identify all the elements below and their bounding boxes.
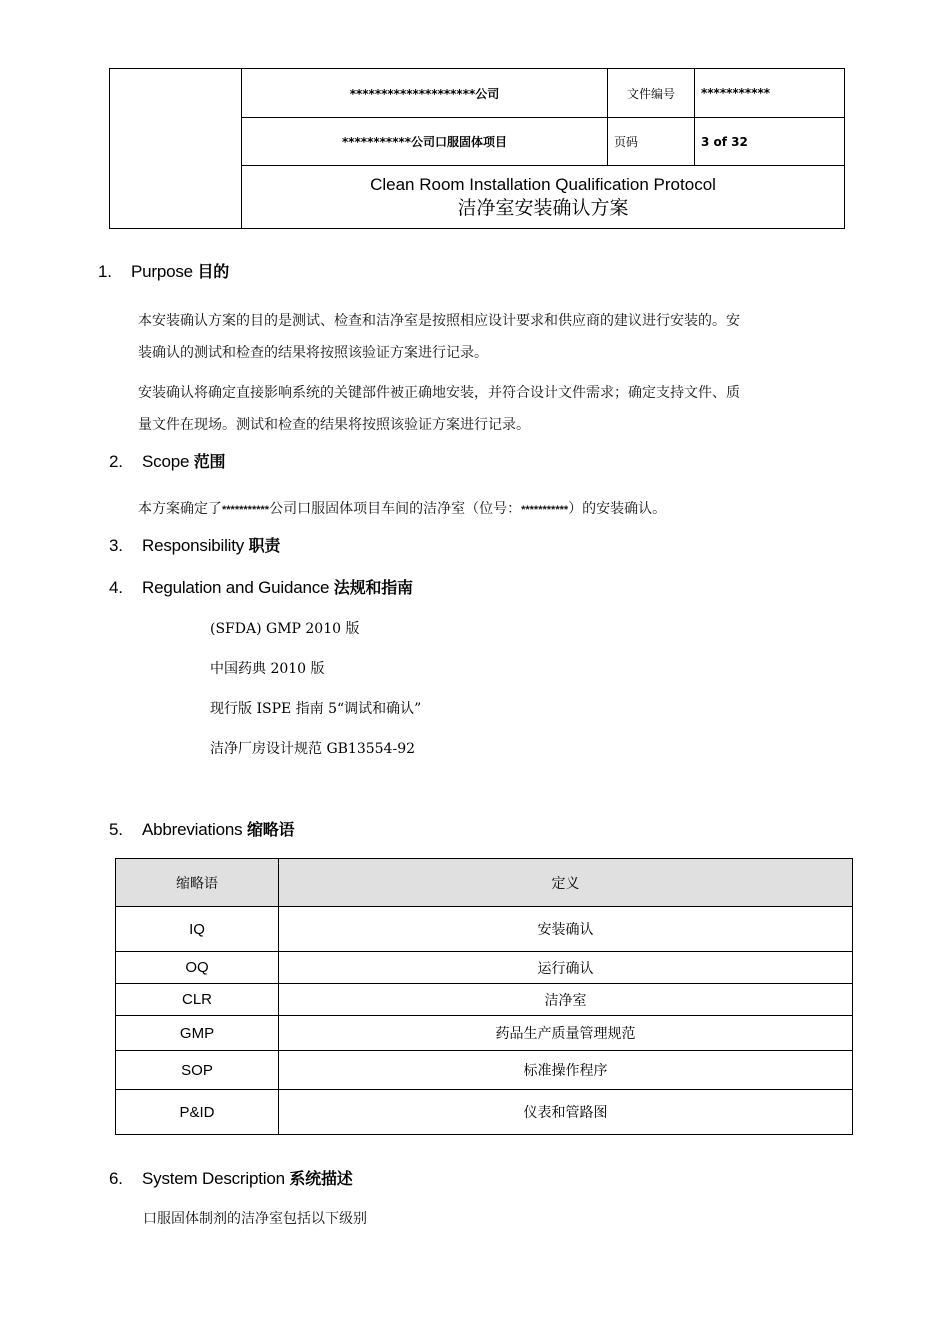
section-2-heading xyxy=(109,449,225,472)
section-6-heading xyxy=(109,1166,353,1189)
purpose-paragraph-2 xyxy=(138,377,868,441)
table-row xyxy=(116,952,853,984)
abbr-definition: 仪表和管路图 xyxy=(279,1090,853,1135)
purpose-paragraph-1 xyxy=(138,305,868,369)
section-title-en: Regulation and Guidance xyxy=(142,578,330,597)
section-title-cn: 系统描述 xyxy=(289,1169,353,1188)
section-title-cn: 缩略语 xyxy=(246,820,295,839)
title-english: Clean Room Installation Qualification Protocol xyxy=(370,175,716,194)
table-row xyxy=(116,1016,853,1051)
table-row xyxy=(116,1090,853,1135)
doc-number-value: *********** xyxy=(695,69,845,118)
section-5-heading xyxy=(109,817,294,840)
logo-cell xyxy=(110,69,242,229)
abbr-term: OQ xyxy=(116,952,279,984)
abbr-definition: 运行确认 xyxy=(279,952,853,984)
section-4-heading xyxy=(109,575,413,598)
title-chinese: 洁净室安装确认方案 xyxy=(457,197,629,219)
section-number: 6. xyxy=(109,1169,123,1188)
column-header-definition: 定义 xyxy=(279,859,853,907)
masked-text: *********** xyxy=(222,504,270,516)
abbr-term: SOP xyxy=(116,1051,279,1090)
doc-number-label: 文件编号 xyxy=(608,69,695,118)
table-row xyxy=(116,1051,853,1090)
abbreviations-table xyxy=(115,858,853,1135)
section-number: 5. xyxy=(109,820,123,839)
table-row xyxy=(116,907,853,952)
abbr-term: P&ID xyxy=(116,1090,279,1135)
section-title-cn: 职责 xyxy=(248,536,281,555)
page-number: 3 of 32 xyxy=(695,118,845,166)
text-line: 本安装确认方案的目的是测试、检查和洁净室是按照相应设计要求和供应商的建议进行安装的。安 xyxy=(138,313,740,329)
text-fragment: ）的安装确认。 xyxy=(568,501,667,517)
abbr-definition: 标准操作程序 xyxy=(279,1051,853,1090)
abbr-definition: 洁净室 xyxy=(279,984,853,1016)
text-fragment: 本方案确定了 xyxy=(138,501,222,517)
system-description-text: 口服固体制剂的洁净室包括以下级别 xyxy=(143,1211,367,1227)
text-line: 装确认的测试和检查的结果将按照该验证方案进行记录。 xyxy=(138,345,488,361)
abbr-term: GMP xyxy=(116,1016,279,1051)
company-name: ********************公司 xyxy=(242,69,608,118)
section-3-heading xyxy=(109,533,280,556)
section-number: 1. xyxy=(98,262,112,281)
section-title-cn: 范围 xyxy=(193,452,226,471)
section-number: 3. xyxy=(109,536,123,555)
section-title-cn: 目的 xyxy=(197,262,230,281)
guidance-item: (SFDA) GMP 2010 版 xyxy=(210,621,360,637)
document-title xyxy=(242,166,845,229)
guidance-item: 中国药典 2010 版 xyxy=(210,661,325,677)
abbr-definition: 药品生产质量管理规范 xyxy=(279,1016,853,1051)
table-row xyxy=(116,984,853,1016)
section-title-cn: 法规和指南 xyxy=(333,578,413,597)
section-title-en: Scope xyxy=(142,452,190,471)
guidance-item: 现行版 ISPE 指南 5“调试和确认” xyxy=(210,701,422,717)
document-header-table xyxy=(109,68,845,229)
section-number: 4. xyxy=(109,578,123,597)
project-name: ***********公司口服固体项目 xyxy=(242,118,608,166)
section-title-en: Purpose xyxy=(131,262,193,281)
section-title-en: Abbreviations xyxy=(142,820,243,839)
masked-text: *********** xyxy=(521,504,569,516)
section-title-en: System Description xyxy=(142,1169,285,1188)
text-fragment: 公司口服固体项目车间的洁净室（位号： xyxy=(269,501,522,517)
column-header-term: 缩略语 xyxy=(116,859,279,907)
page-label: 页码 xyxy=(608,118,695,166)
section-1-heading xyxy=(98,259,229,282)
section-number: 2. xyxy=(109,452,123,471)
abbr-definition: 安装确认 xyxy=(279,907,853,952)
section-title-en: Responsibility xyxy=(142,536,245,555)
scope-paragraph xyxy=(138,493,858,526)
guidance-item: 洁净厂房设计规范 GB13554-92 xyxy=(210,741,416,757)
text-line: 量文件在现场。测试和检查的结果将按照该验证方案进行记录。 xyxy=(138,417,530,433)
abbr-term: IQ xyxy=(116,907,279,952)
abbr-term: CLR xyxy=(116,984,279,1016)
text-line: 安装确认将确定直接影响系统的关键部件被正确地安装，并符合设计文件需求；确定支持文件、质 xyxy=(138,385,740,401)
